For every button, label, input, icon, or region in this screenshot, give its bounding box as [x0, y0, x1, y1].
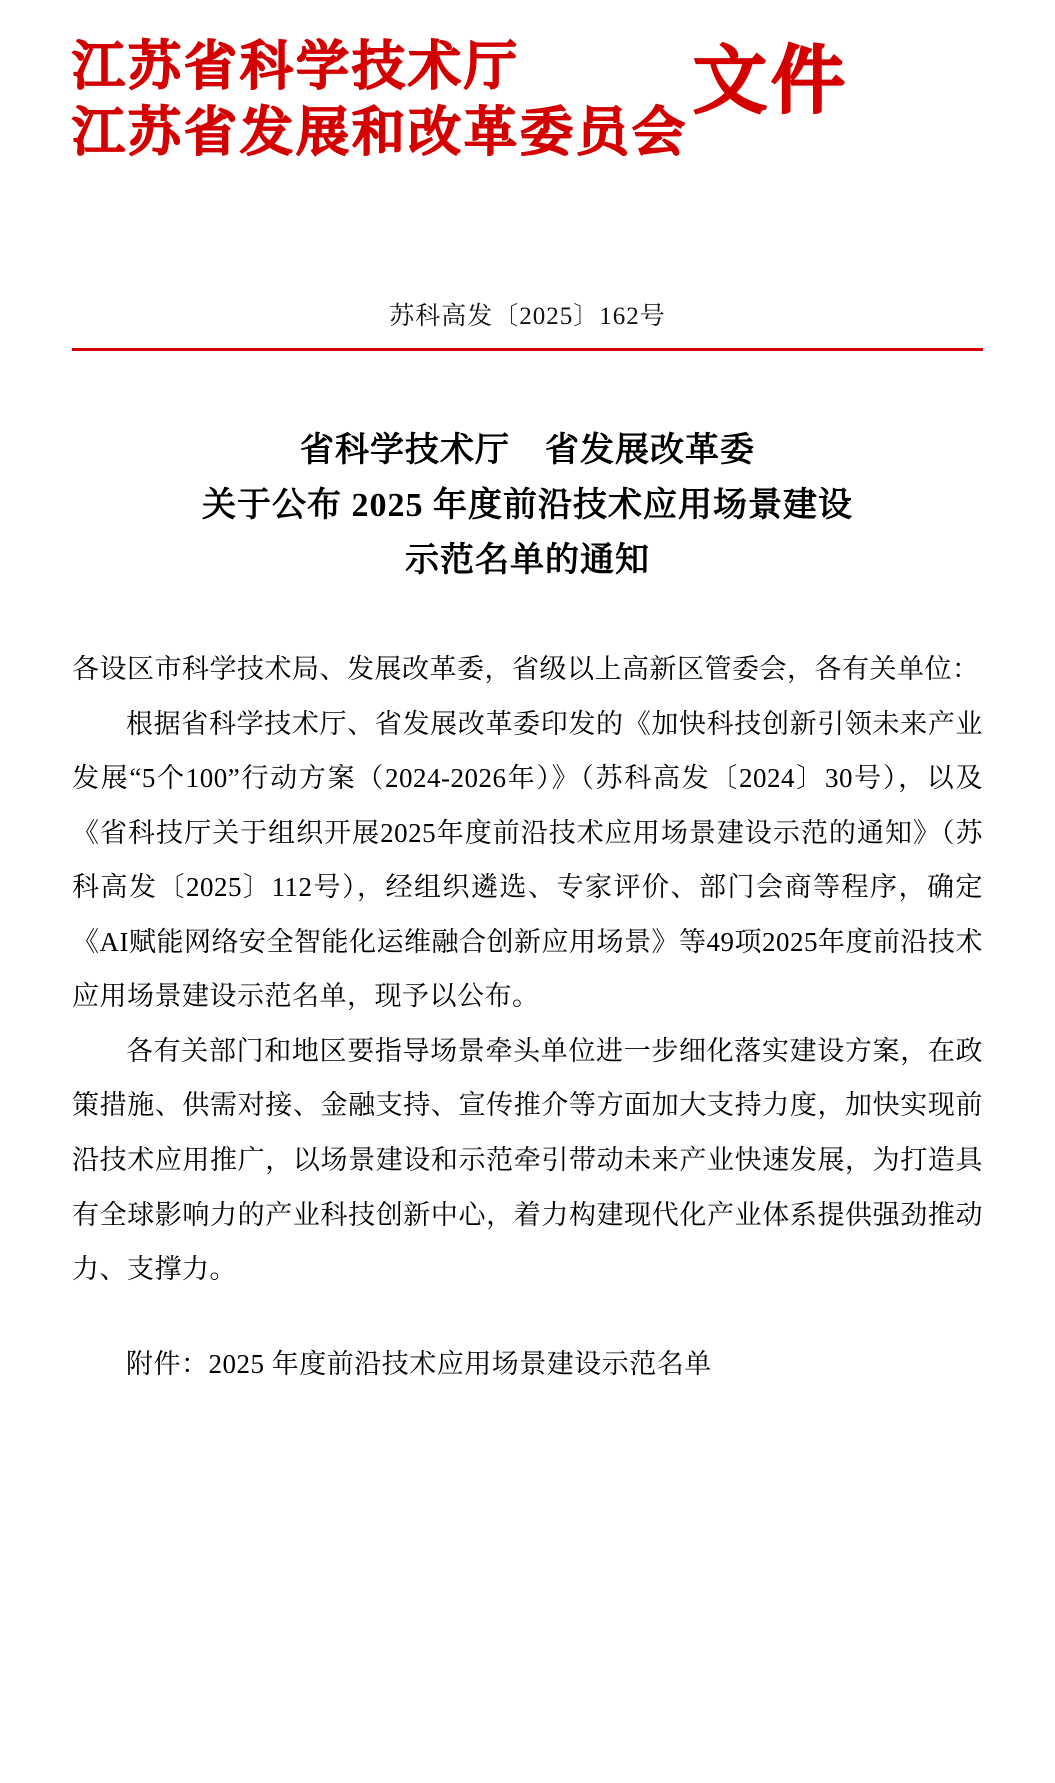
org-line-1: 江苏省科学技术厅 [72, 35, 520, 97]
title-line-2: 关于公布 2025 年度前沿技术应用场景建设 [202, 487, 853, 525]
document-number-block [72, 296, 983, 332]
document-number: 苏科高发〔2025〕162号 [389, 303, 666, 330]
body-paragraph-1: 根据省科学技术厅、省发展改革委印发的《加快科技创新引领未来产业发展“5个100”行动方案（2024-2026年）》（苏科高发〔2024〕30号），以及《省科技厅关于组织开展2025年度前沿技术应用场景建设示范的通知》（苏科高发〔2025〕112号），经组织遴选、专家评价、部门会商等程序，确定《AI赋能网络安全智能化运维融合创新应用场景》等49项2025年度前沿技术应用场景建设示范名单，现予以公布。 [72, 708, 983, 1012]
title-line-3: 示范名单的通知 [405, 542, 650, 580]
title-line-1: 省科学技术厅 省发展改革委 [300, 432, 755, 469]
document-label: 文件 [693, 38, 849, 124]
issuing-organizations [72, 34, 688, 165]
masthead [72, 0, 983, 224]
red-divider-rule [72, 348, 983, 351]
document-body [72, 642, 983, 1391]
attachment-line: 附件：2025 年度前沿技术应用场景建设示范名单 [126, 1348, 712, 1379]
body-paragraph-2: 各有关部门和地区要指导场景牵头单位进一步细化落实建设方案，在政策措施、供需对接、金融支持、宣传推介等方面加大支持力度，加快实现前沿技术应用推广，以场景建设和示范牵引带动未来产业快速发展，为打造具有全球影响力的产业科技创新中心，着力构建现代化产业体系提供强劲推动力、支撑力。 [72, 1035, 983, 1285]
org-line-2: 江苏省发展和改革委员会 [72, 100, 688, 163]
page-title [72, 423, 983, 588]
salutation: 各设区市科学技术局、发展改革委，省级以上高新区管委会，各有关单位： [72, 654, 980, 685]
